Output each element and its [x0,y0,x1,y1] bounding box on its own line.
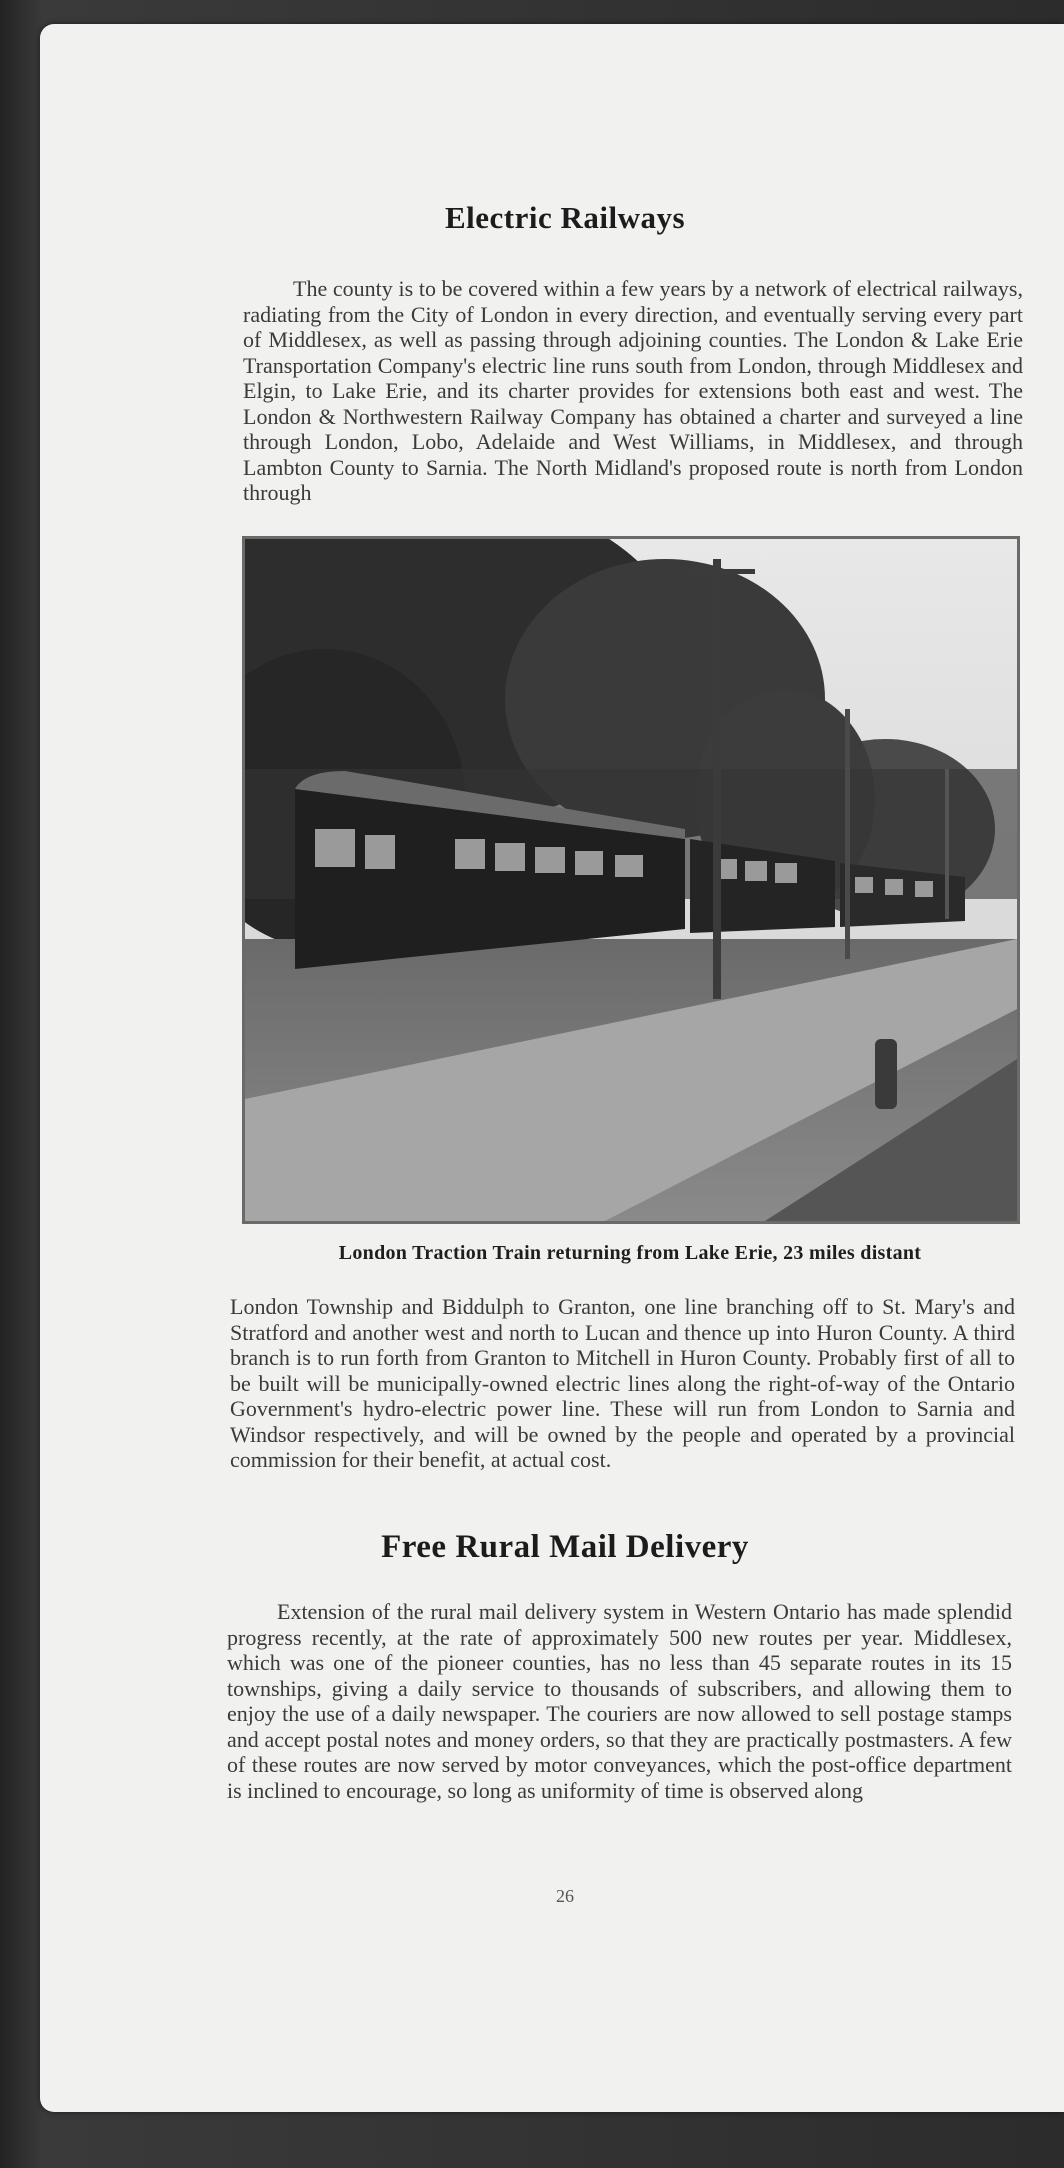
electric-railways-paragraph: The county is to be covered within a few years by a network of electrical railways, radiating from the City of London in every direction, and eventually serving every part of Middlesex, as well as passing through adjoining counties. The London & Lake Erie Transportation Company's electric line runs south from London, through Middlesex and Elgin, to Lake Erie, and its charter provides for extensions both east and west. The London & Northwestern Railway Company has obtained a charter and surveyed a line through London, Lobo, Adelaide and West Williams, in Middlesex, and through Lambton County to Sarnia. The North Midland's proposed route is north from London through [243,276,1023,505]
train-photograph [242,536,1020,1224]
train-photo-image [245,539,1017,1221]
section-title-free-rural-mail-delivery: Free Rural Mail Delivery [381,1529,749,1565]
photo-caption: London Traction Train returning from Lake Erie, 23 miles distant [338,1242,922,1264]
section-title-electric-railways: Electric Railways [444,200,686,235]
page-number: 26 [556,1886,574,1906]
rural-mail-paragraph: Extension of the rural mail delivery system in Western Ontario has made splendid progress recently, at the rate of approximately 500 new routes per year. Middlesex, which was one of the pioneer counties, has no less than 45 separate routes in its 15 townships, giving a daily service to thousands of subscribers, and allowing them to enjoy the use of a daily newspaper. The couriers are now allowed to sell postage stamps and accept postal notes and money orders, so that they are practically postmasters. A few of these routes are now served by motor conveyances, which the post-office department is inclined to encourage, so long as uniformity of time is observed along [227,1599,1012,1803]
continuation-paragraph: London Township and Biddulph to Granton, one line branching off to St. Mary's and Stratford and another west and north to Lucan and thence up into Huron County. A third branch is to run forth from Granton to Mitchell in Huron County. Probably first of all to be built will be municipally-owned electric lines along the right-of-way of the Ontario Government's hydro-electric power line. These will run from London to Sarnia and Windsor respectively, and will be owned by the people and operated by a provincial commission for their benefit, at actual cost. [230,1294,1015,1472]
document-page [40,24,1064,2112]
